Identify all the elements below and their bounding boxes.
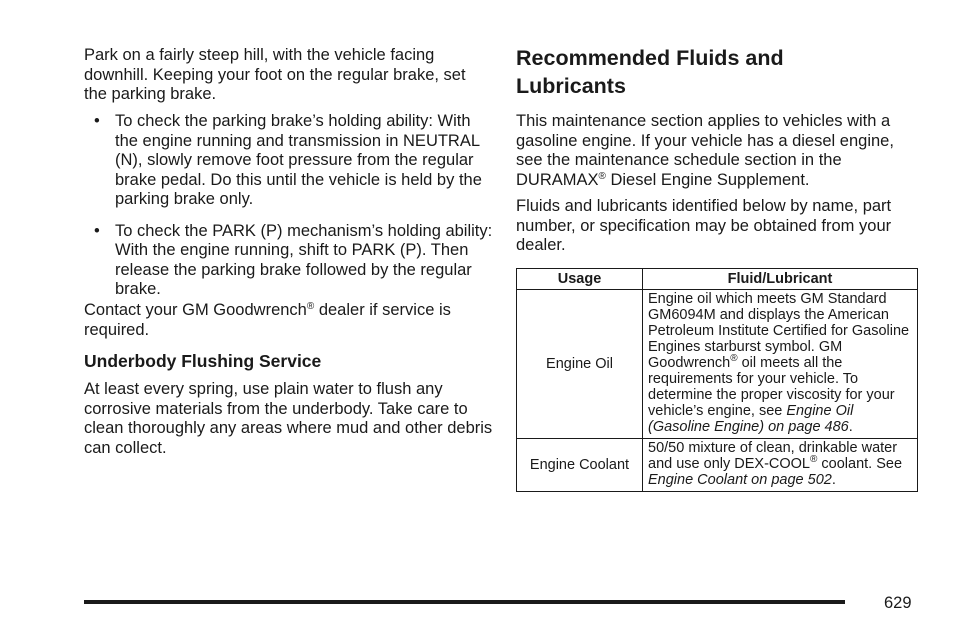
fluid-text-end: . [831,472,836,488]
bullet-icon: • [94,112,100,130]
bullet-icon: • [94,221,100,240]
table-row [517,290,918,439]
registered-mark: ® [598,170,606,182]
fluid-text: 50/50 mixture of clean, drinkable water and use only DEX-COOL [648,440,898,472]
fluid-text: coolant. See [817,456,903,472]
usage-cell: Engine Oil [517,290,643,439]
page-number: 629 [884,594,912,612]
fluid-text: oil meets all the requirements for your vehicle. To determine the proper viscosity for your vehicle’s engine, see [648,355,895,419]
fluid-cell [643,439,918,492]
bullet-text: To check the parking brake’s holding ability: With the engine running and transmission in NEUTRAL (N), slowly remove foot pressure from the regular brake pedal. Do this until the vehicle is held by the parking brake only. [115,112,482,208]
column-header-fluid: Fluid/Lubricant [643,269,918,290]
section-heading-underbody: Underbody Flushing Service [84,351,322,371]
section-heading-fluids: Recommended Fluids and Lubricants [516,46,784,98]
applies-text-end: Diesel Engine Supplement. [605,170,810,189]
dealer-paragraph: Fluids and lubricants identified below by name, part number, or specification may be obtained from your dealer. [516,197,892,254]
fluids-table [516,268,918,492]
page-reference: Engine Oil (Gasoline Engine) on page 486 [648,403,854,435]
column-header-usage: Usage [517,269,643,290]
flush-paragraph: At least every spring, use plain water to flush any corrosive materials from the underbody. Take care to clean thoroughly any areas where mud and other debris can collect. [84,380,493,457]
registered-mark: ® [730,353,738,364]
usage-cell: Engine Coolant [517,439,643,492]
list-item [84,112,494,210]
contact-paragraph [84,301,489,340]
table-header-row [517,269,918,290]
applies-paragraph [516,112,916,190]
check-list [84,112,494,300]
fluid-text-end: . [848,419,853,435]
intro-paragraph: Park on a fairly steep hill, with the vehicle facing downhill. Keeping your foot on the regular brake, set the parking brake. [84,46,466,103]
registered-mark: ® [306,301,315,312]
contact-text-end: dealer if service is required. [84,301,451,339]
bullet-text: To check the PARK (P) mechanism’s holding ability: With the engine running, shift to PARK (P). Then release the parking brake followed by the regular brake. [115,221,493,298]
table-row [517,439,918,492]
footer-rule [84,600,845,604]
applies-text-start: This maintenance section applies to vehicles with a gasoline engine. If your vehicle has a diesel engine, see the maintenance schedule section in the DURAMAX [516,112,894,189]
fluid-text: Engine oil which meets GM Standard GM6094M and displays the American Petroleum Institute Certified for Gasoline Engines starburst symbol. GM Goodwrench [648,291,910,371]
contact-text-start: Contact your GM Goodwrench [84,301,307,319]
list-item [84,222,494,300]
fluid-cell [643,290,918,439]
page-reference: Engine Coolant on page 502 [648,472,832,488]
registered-mark: ® [810,454,818,465]
